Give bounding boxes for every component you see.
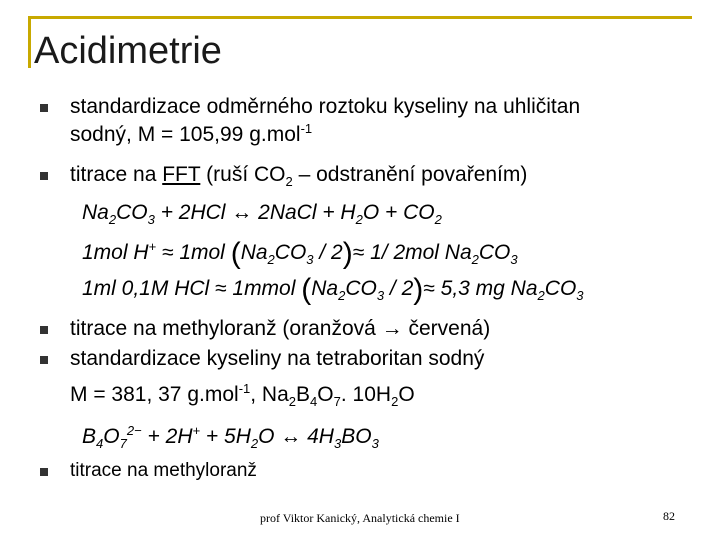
slide-title: Acidimetrie [34, 30, 222, 72]
bullet-marker [40, 326, 48, 334]
bullet-marker [40, 468, 48, 476]
equation-reaction: $Na_2CO_3 + 2HCl$ ↔ 2NaCl + $H_2O + CO_2$ [82, 201, 442, 228]
bullet-2: titrace na FFT (ruší $CO_2$ – odstranění povařením) [70, 163, 528, 190]
title-frame-left [28, 16, 31, 68]
equation-mol-equivalence: 1mol H+ ≈ 1mol $(Na_2CO_3 / 2)\approx 1/$ 2mol $Na_2CO_3$ [82, 237, 518, 270]
bullet-1-line-1: standardizace odměrného roztoku kyseliny na uhličitan [70, 95, 581, 118]
bullet-4-line-1: standardizace kyseliny na tetraboritan sodný [70, 347, 485, 370]
equation-borate: $B_4O_7^{2-} + 2H^+ + 5H_2O$ ↔ $4H_3BO_3$ [82, 423, 379, 452]
bullet-marker [40, 172, 48, 180]
bullet-1-line-2: sodný, M = 105,99 g.mol$^{-1}$ [70, 121, 313, 146]
bullet-marker [40, 356, 48, 364]
footer-text: prof Viktor Kanický, Analytická chemie I [260, 511, 460, 525]
equation-mass-equivalence: 1ml 0,1M HCl ≈ 1mmol $(Na_2CO_3 / 2)\approx 5,3$ mg $Na_2CO_3$ [82, 273, 584, 306]
bullet-marker [40, 104, 48, 112]
bullet-3: titrace na methyloranž (oranžová → červená) [70, 317, 491, 340]
page-number: 82 [663, 509, 675, 523]
bullet-4-line-2: M = 381, 37 g.mol$^{-1}$, $Na_2B_4O_7$. $10H_2O$ [70, 381, 415, 410]
bullet-5: titrace na methyloranž [70, 460, 257, 481]
title-frame-top [28, 16, 692, 19]
